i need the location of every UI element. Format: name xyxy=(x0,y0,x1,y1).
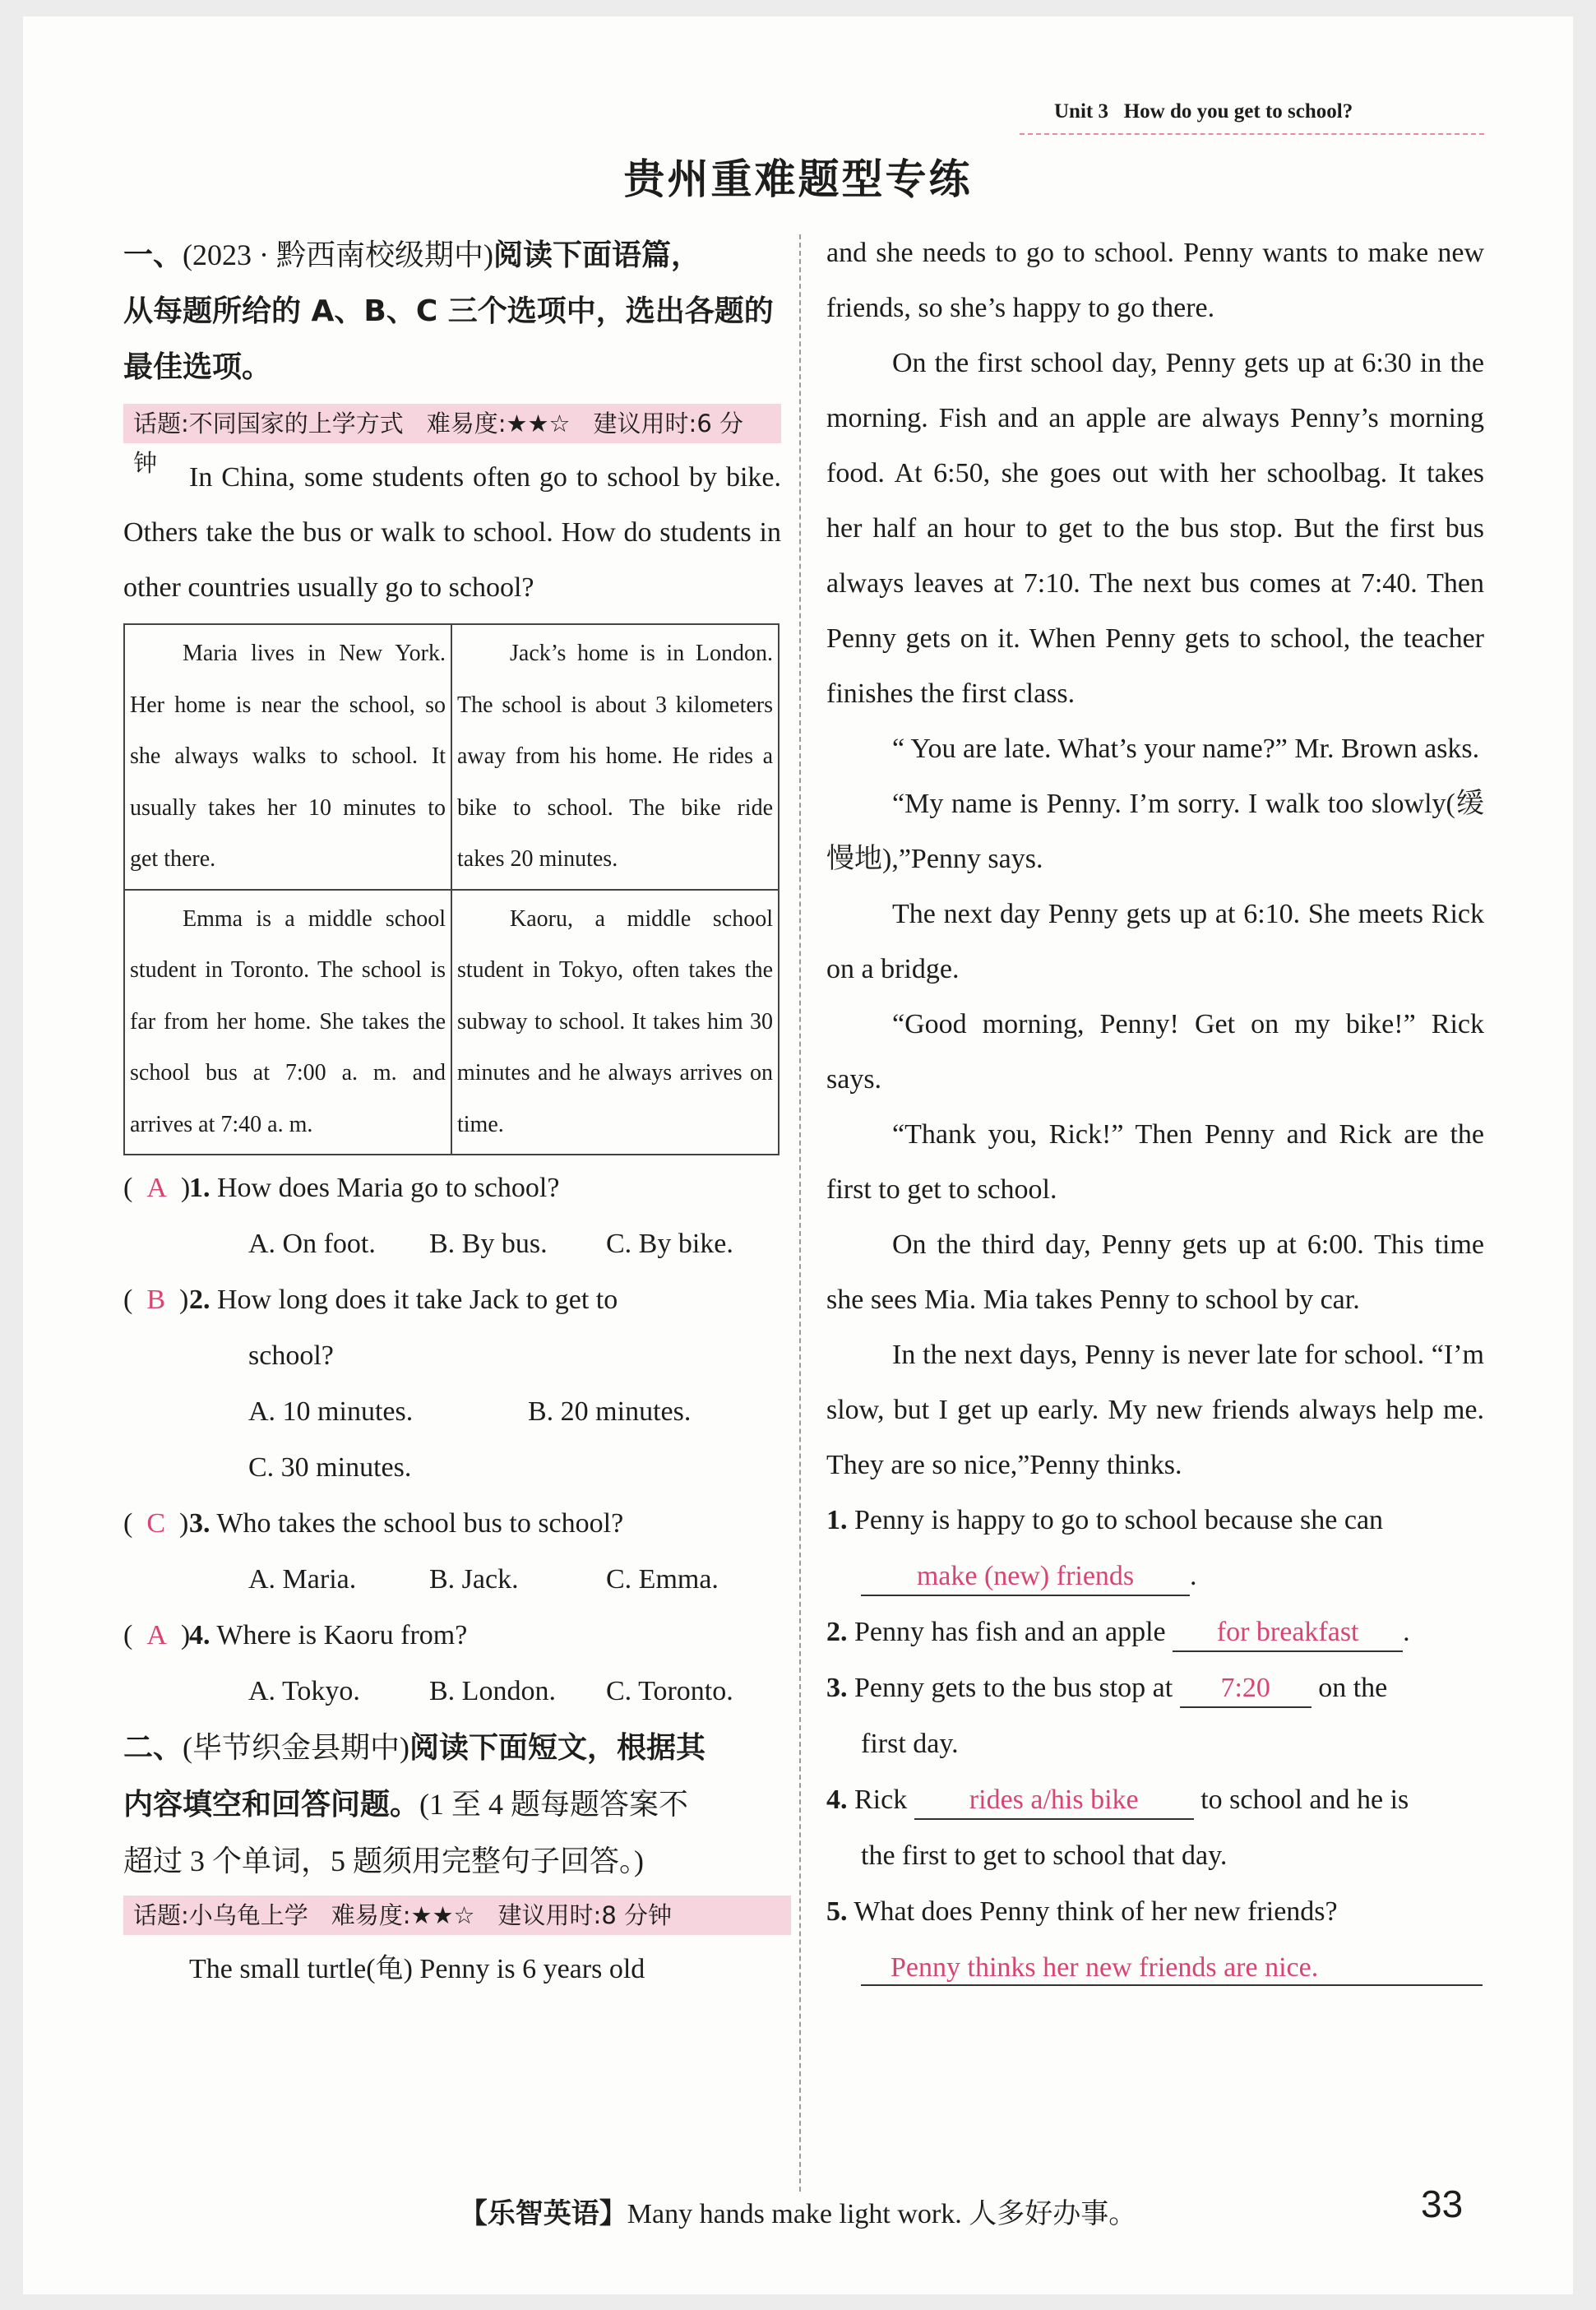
fill-question-3 xyxy=(826,1660,1484,1716)
question-number: 4. xyxy=(189,1620,210,1650)
question-text: Who takes the school bus to school? xyxy=(216,1508,624,1539)
question-number: 5. xyxy=(826,1896,848,1927)
options-row xyxy=(123,1216,781,1272)
story-paragraph: On the first school day, Penny gets up at 6:30 in the morning. Fish and an apple are always Penny’s morning food. At 6:50, she goes out with her schoolbag. It takes her half an hour to get to the bus stop. But the first bus always leaves at 7:10. The next bus comes at 7:40. Then Penny gets on it. When Penny gets to school, the teacher finishes the first class. xyxy=(826,348,1484,709)
story-paragraph: “Good morning, Penny! Get on my bike!” Rick says. xyxy=(826,1009,1484,1095)
answer-paren: ( A ) xyxy=(123,1173,191,1203)
question-number: 2. xyxy=(189,1285,210,1315)
question-text: Rick xyxy=(854,1785,908,1815)
table-cell-jack xyxy=(451,624,779,890)
difficulty-label: 难易度:★★☆ xyxy=(426,410,571,437)
answer-blank: rides a/his bike xyxy=(914,1782,1194,1820)
table-cell-maria xyxy=(124,624,451,890)
column-divider xyxy=(799,234,801,2192)
section1-questions xyxy=(123,1160,781,1720)
section1-intro: In China, some students often go to school by bike. Others take the bus or walk to school. How do students in other countries usually go to school? xyxy=(123,462,781,603)
option-a: A. Maria. xyxy=(248,1564,357,1595)
options-row xyxy=(123,1384,781,1440)
cell-text: Kaoru, a middle school student in Tokyo, often takes the subway to school. It takes him 30 minutes and he always arrives on time. xyxy=(457,905,773,1137)
option-b: B. 20 minutes. xyxy=(528,1396,692,1427)
table-cell-kaoru xyxy=(451,890,779,1155)
fill-question-2 xyxy=(826,1604,1484,1660)
fill-question-4-cont: the first to get to school that day. xyxy=(861,1840,1228,1871)
answer-choice: C xyxy=(146,1508,166,1539)
answer-blank: Penny thinks her new friends are nice. xyxy=(861,1950,1483,1986)
section1-instruction-3: 最佳选项。 xyxy=(123,350,272,384)
option-c: C. By bike. xyxy=(606,1229,733,1259)
cell-text: Jack’s home is in London. The school is about 3 kilometers away from his home. He rides a bike to school. The bike ride takes 20 minutes. xyxy=(457,641,773,872)
section1-instruction-1: 阅读下面语篇， xyxy=(493,238,701,272)
section1-source: (2023 · 黔西南校级期中) xyxy=(183,238,493,271)
answer-choice: B xyxy=(146,1285,166,1315)
section1-marker: 一、 xyxy=(123,238,183,272)
time-label: 建议用时:8 分钟 xyxy=(497,1901,672,1929)
answer-paren: ( C ) xyxy=(123,1508,189,1539)
section2-instruction-2: 内容填空和回答问题。 xyxy=(123,1788,420,1822)
answer-blank: make (new) friends xyxy=(861,1558,1190,1596)
story-paragraph: In the next days, Penny is never late for school. “I’m slow, but I get up early. My new friends always help me. They are so nice,”Penny thinks. xyxy=(826,1340,1484,1480)
left-column xyxy=(123,227,781,1997)
question-text: Penny is happy to go to school because she can xyxy=(854,1505,1384,1535)
section2-line2 xyxy=(123,1776,781,1833)
options-row xyxy=(123,1552,781,1608)
unit-title: How do you get to school? xyxy=(1123,100,1353,123)
question-text: . xyxy=(1403,1617,1410,1647)
section2-instruction-3: 超过 3 个单词，5 题须用完整句子回答。) xyxy=(123,1845,644,1877)
question-number: 1. xyxy=(189,1173,210,1203)
question-number: 4. xyxy=(826,1785,848,1815)
question-2 xyxy=(123,1272,781,1328)
fill-question-5 xyxy=(826,1884,1484,1940)
fill-question-3-cont: first day. xyxy=(861,1729,959,1759)
question-1 xyxy=(123,1160,781,1216)
fill-question-1 xyxy=(826,1493,1484,1548)
story-paragraph: and she needs to go to school. Penny wants to make new friends, so she’s happy to go there. xyxy=(826,238,1484,323)
options-row xyxy=(123,1664,781,1720)
answer-paren: ( B ) xyxy=(123,1285,189,1315)
option-a: A. 10 minutes. xyxy=(248,1396,414,1427)
page-number: 33 xyxy=(1421,2183,1464,2225)
question-number: 1. xyxy=(826,1505,848,1535)
question-text: What does Penny think of her new friends? xyxy=(854,1896,1338,1927)
story-paragraph: On the third day, Penny gets up at 6:00. This time she sees Mia. Mia takes Penny to school by car. xyxy=(826,1229,1484,1315)
section1-instructions xyxy=(123,227,781,396)
section2-instruction-1: 阅读下面短文，根据其 xyxy=(409,1731,706,1765)
table-cell-emma xyxy=(124,890,451,1155)
question-text: Penny gets to the bus stop at xyxy=(854,1673,1173,1703)
answer-blank: for breakfast xyxy=(1173,1614,1403,1652)
answer-choice: A xyxy=(146,1173,167,1203)
section1-topic-bar xyxy=(123,404,781,477)
answer-choice: A xyxy=(146,1620,167,1650)
option-b: B. Jack. xyxy=(429,1564,519,1595)
fill-question-4 xyxy=(826,1772,1484,1828)
topic-label: 话题:不同国家的上学方式 xyxy=(133,410,404,437)
section1-instruction-2: 从每题所给的 A、B、C 三个选项中，选出各题的 xyxy=(123,294,774,328)
question-text: Penny has fish and an apple xyxy=(854,1617,1166,1647)
question-3 xyxy=(123,1496,781,1552)
fill-answer-line xyxy=(826,1940,1484,1996)
answer-paren: ( A ) xyxy=(123,1620,191,1650)
section2-topic-bar xyxy=(123,1896,791,1935)
section2-line1 xyxy=(123,1720,781,1776)
option-b: B. By bus. xyxy=(429,1229,548,1259)
unit-label: Unit 3 xyxy=(1054,100,1108,123)
question-number: 2. xyxy=(826,1617,848,1647)
topic-label: 话题:小乌龟上学 xyxy=(133,1901,308,1929)
story-paragraph: The next day Penny gets up at 6:10. She meets Rick on a bridge. xyxy=(826,899,1484,984)
question-2-cont: school? xyxy=(248,1340,334,1371)
page-title: 贵州重难题型专练 xyxy=(623,155,973,203)
page-footer xyxy=(0,2191,1596,2231)
options-row xyxy=(123,1440,781,1496)
question-text: How long does it take Jack to get to xyxy=(217,1285,618,1315)
fill-answer-line xyxy=(826,1548,1484,1604)
story-opening: The small turtle(龟) Penny is 6 years old xyxy=(189,1954,645,1984)
option-c: C. Toronto. xyxy=(606,1676,733,1706)
option-b: B. London. xyxy=(429,1676,556,1706)
option-a: A. Tokyo. xyxy=(248,1676,360,1706)
question-number: 3. xyxy=(189,1508,210,1539)
question-text: on the xyxy=(1318,1673,1388,1703)
question-4 xyxy=(123,1608,781,1664)
option-c: C. Emma. xyxy=(606,1564,719,1595)
question-text: to school and he is xyxy=(1200,1785,1409,1815)
section1-line1 xyxy=(123,227,781,284)
footer-motto: Many hands make light work. 人多好办事。 xyxy=(627,2199,1137,2229)
question-text: How does Maria go to school? xyxy=(217,1173,560,1203)
time-label: 建议用时:6 分钟 xyxy=(133,410,743,477)
story-paragraph: “Thank you, Rick!” Then Penny and Rick are the first to get to school. xyxy=(826,1119,1484,1205)
running-header xyxy=(1054,100,1353,123)
table-row xyxy=(124,890,779,1155)
right-column xyxy=(826,225,1484,1996)
section2-source: (毕节织金县期中) xyxy=(183,1731,409,1764)
school-commute-table xyxy=(123,623,779,1155)
difficulty-label: 难易度:★★☆ xyxy=(331,1901,475,1929)
answer-blank: 7:20 xyxy=(1180,1670,1311,1708)
question-number: 3. xyxy=(826,1673,848,1703)
cell-text: Emma is a middle school student in Toronto. The school is far from her home. She takes the school bus at 7:00 a. m. and arrives at 7:40 a. m. xyxy=(130,905,446,1137)
cell-text: Maria lives in New York. Her home is near the school, so she always walks to school. It usually takes her 10 minutes to get there. xyxy=(130,641,446,872)
footer-brand: 【乐智英语】 xyxy=(459,2197,627,2230)
section2-instructions xyxy=(123,1720,781,1889)
option-c: C. 30 minutes. xyxy=(248,1452,412,1483)
section2-marker: 二、 xyxy=(123,1731,183,1765)
section2-instruction-2b: (1 至 4 题每题答案不 xyxy=(419,1788,689,1821)
question-text: Where is Kaoru from? xyxy=(216,1620,468,1650)
table-row xyxy=(124,624,779,890)
story-paragraph: “My name is Penny. I’m sorry. I walk too slowly(缓慢地),”Penny says. xyxy=(826,789,1484,874)
option-a: A. On foot. xyxy=(248,1229,376,1259)
story-paragraph: “ You are late. What’s your name?” Mr. Brown asks. xyxy=(892,734,1480,764)
header-divider xyxy=(1020,133,1484,135)
question-text: . xyxy=(1190,1561,1197,1591)
